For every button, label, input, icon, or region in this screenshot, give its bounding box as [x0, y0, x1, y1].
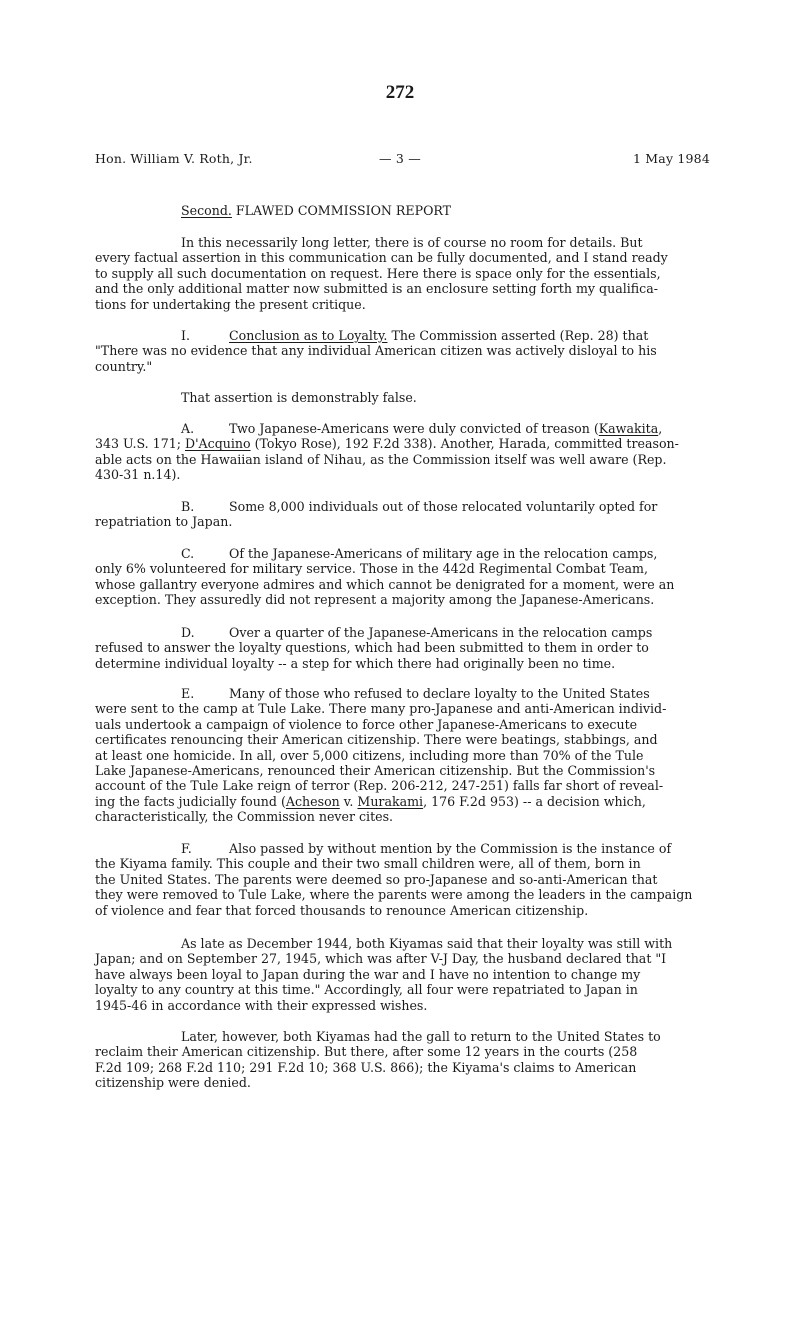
point-one: I. Conclusion as to Loyalty. The Commission asserted (Rep. 28) that "There was no evidence that any individual American citizen was actively disloyal to his country."	[95, 328, 735, 374]
letter-date: 1 May 1984	[632, 151, 710, 166]
case-citation: Murakami	[357, 793, 424, 809]
para-letter: A.	[181, 421, 195, 436]
section-title: FLAWED COMMISSION REPORT	[235, 203, 452, 218]
text-line: repatriation to Japan.	[95, 514, 233, 530]
case-citation: Kawakita	[598, 421, 659, 436]
text-line: Later, however, both Kiyamas had the gall to return to the United States to	[181, 1029, 661, 1044]
text-line: to supply all such documentation on request. Here there is space only for the essentials,	[95, 265, 661, 281]
text-line: As late as December 1944, both Kiyamas said that their loyalty was still with	[181, 936, 673, 951]
text-line: loyalty to any country at this time." Accordingly, all four were repatriated to Japan in	[95, 982, 638, 998]
text-line: at least one homicide. In all, over 5,000 citizens, including more than 70% of the Tule	[95, 747, 644, 763]
paragraph-c: C. Of the Japanese-Americans of military age in the relocation camps, only 6% volunteered for military service. Those in the 442d Regimental Combat Team, whose gallantry everyone admires and which cannot be denigrated for a moment, were an exception. They assuredly did not represent a majority among the Japanese-Americans.	[95, 546, 735, 608]
text-line: country."	[95, 358, 153, 374]
assertion-paragraph: That assertion is demonstrably false.	[181, 390, 417, 405]
text-line: determine individual loyalty -- a step for which there had originally been no time.	[95, 655, 616, 671]
text-line: of violence and fear that forced thousands to renounce American citizenship.	[95, 902, 589, 918]
paragraph-e: E. Many of those who refused to declare loyalty to the United States were sent to the camp at Tule Lake. There many pro-Japanese and anti-American individ- uals undertook a campaign of violence to force other Japanese-Americans to execute certificates renouncing their American citizenship. There were beatings, stabbings, and at least one homicide. In all, over 5,000 citizens, including more than 70% of the Tule Lake Japanese-Americans, renounced their American citizenship. But the Commission's account of the Tule Lake reign of terror (Rep. 206-212, 247-251) falls far short of reveal- ing the facts judicially found (Acheson v. Murakami, 176 F.2d 953) -- a decision which, characteristically, the Commission never cites.	[95, 686, 735, 825]
text-line: Lake Japanese-Americans, renounced their American citizenship. But the Commission's	[95, 763, 656, 779]
text-line: In this necessarily long letter, there is of course no room for details. But	[181, 235, 643, 250]
paragraph-kiyama-return	[95, 1029, 735, 1091]
text-line: F.2d 109; 268 F.2d 110; 291 F.2d 10; 368 U.S. 866); the Kiyama's claims to American	[95, 1059, 637, 1075]
text-line: have always been loyal to Japan during the war and I have no intention to change my	[95, 966, 641, 982]
case-citation: D'Acquino	[184, 436, 251, 452]
text-line: only 6% volunteered for military service. Those in the 442d Regimental Combat Team,	[95, 561, 648, 577]
text-line: 1945-46 in accordance with their expressed wishes.	[95, 997, 428, 1013]
text-line: refused to answer the loyalty questions, which had been submitted to them in order to	[95, 640, 649, 656]
text-line: they were removed to Tule Lake, where the parents were among the leaders in the campaign	[95, 887, 693, 903]
text-line: uals undertook a campaign of violence to force other Japanese-Americans to execute	[95, 716, 638, 732]
text-line: certificates renouncing their American citizenship. There were beatings, stabbings, and	[95, 732, 658, 748]
text-line: reclaim their American citizenship. But there, after some 12 years in the courts (258	[95, 1044, 638, 1060]
text-line: characteristically, the Commission never cites.	[95, 809, 394, 825]
text-line: tions for undertaking the present critique.	[95, 296, 366, 312]
para-letter: F.	[181, 841, 192, 856]
text-line: the Kiyama family. This couple and their two small children were, all of them, born in	[95, 856, 641, 872]
text-line: Japan; and on September 27, 1945, which was after V-J Day, the husband declared that "I	[95, 951, 667, 967]
text-line: every factual assertion in this communication can be fully documented, and I stand ready	[95, 250, 668, 266]
paragraph-a: A. Two Japanese-Americans were duly convicted of treason (Kawakita, 343 U.S. 171; D'Acquino (Tokyo Rose), 192 F.2d 338). Another, Harada, committed treason- able acts on the Hawaiian island of Nihau, as the Commission itself was well aware (Rep. 430-31 n.14).	[95, 421, 735, 483]
para-letter: C.	[181, 546, 195, 561]
text-line: citizenship were denied.	[95, 1075, 251, 1091]
text-line: account of the Tule Lake reign of terror (Rep. 206-212, 247-251) falls far short of reveal-	[95, 778, 664, 794]
page-marker: — 3 —	[379, 151, 421, 166]
paragraph-f: F. Also passed by without mention by the Commission is the instance of the Kiyama family. This couple and their two small children were, all of them, born in the United States. The parents were deemed so pro-Japanese and so-anti-American that they were removed to Tule Lake, where the parents were among the leaders in the campaign of violence and fear that forced thousands to renounce American citizenship.	[95, 841, 735, 918]
intro-paragraph	[95, 235, 735, 312]
text-line: 430-31 n.14).	[95, 467, 181, 483]
paragraph-b: B. Some 8,000 individuals out of those relocated voluntarily opted for repatriation to Japan.	[95, 499, 735, 530]
para-letter: B.	[181, 499, 195, 514]
case-citation: Acheson	[285, 793, 340, 809]
section-label: Second.	[181, 203, 232, 218]
point-numeral: I.	[181, 328, 190, 343]
para-letter: D.	[181, 625, 195, 640]
text-line: the United States. The parents were deemed so pro-Japanese and so-anti-American that	[95, 871, 658, 887]
text-line: exception. They assuredly did not represent a majority among the Japanese-Americans.	[95, 592, 655, 608]
text-line: and the only additional matter now submitted is an enclosure setting forth my qualifica-	[95, 281, 658, 297]
para-letter: E.	[181, 686, 195, 701]
text-line: whose gallantry everyone admires and which cannot be denigrated for a moment, were an	[95, 576, 675, 592]
text-line: able acts on the Hawaiian island of Nihau, as the Commission itself was well aware (Rep.	[95, 451, 667, 467]
section-heading	[95, 203, 735, 218]
text-line: were sent to the camp at Tule Lake. There many pro-Japanese and anti-American individ-	[95, 701, 667, 717]
paragraph-kiyama-loyalty	[95, 936, 735, 1013]
paragraph-d: D. Over a quarter of the Japanese-Americans in the relocation camps refused to answer the loyalty questions, which had been submitted to them in order to determine individual loyalty -- a step for which there had originally been no time.	[95, 625, 735, 671]
point-heading: Conclusion as to Loyalty.	[229, 328, 388, 343]
recipient: Hon. William V. Roth, Jr.	[95, 151, 253, 166]
page-number: 272	[385, 82, 415, 103]
text-line: "There was no evidence that any individual American citizen was actively disloyal to his	[95, 343, 657, 359]
